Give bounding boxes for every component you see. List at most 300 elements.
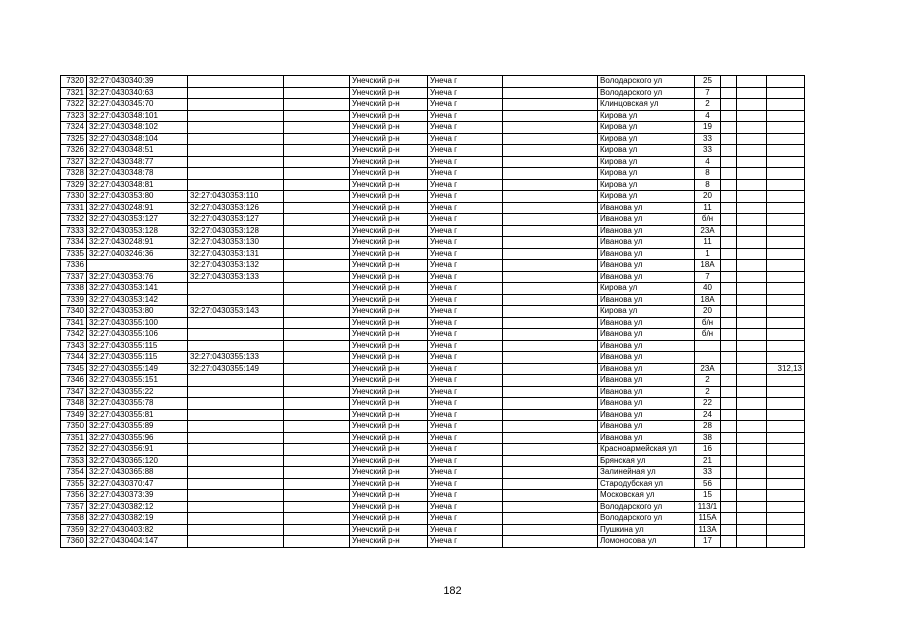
area-cell: [767, 421, 805, 433]
empty-cell: [284, 294, 350, 306]
empty-cell: [503, 409, 598, 421]
empty-cell: [737, 306, 767, 318]
row-number-cell: 7329: [61, 179, 87, 191]
area-cell: [767, 76, 805, 88]
linked-cadastral-number-cell: [188, 513, 284, 525]
table-row: [61, 490, 805, 502]
table-row: [61, 513, 805, 525]
cadastral-number-cell: 32:27:0430365:120: [87, 455, 188, 467]
cadastral-number-cell: 32:27:0430355:149: [87, 363, 188, 375]
house-number-cell: 19: [695, 122, 721, 134]
empty-cell: [721, 432, 737, 444]
street-cell: Кирова ул: [598, 283, 695, 295]
empty-cell: [737, 248, 767, 260]
table-row: [61, 363, 805, 375]
empty-cell: [721, 306, 737, 318]
empty-cell: [503, 156, 598, 168]
row-number-cell: 7322: [61, 99, 87, 111]
city-cell: Унеча г: [428, 375, 503, 387]
cadastral-number-cell: 32:27:0430248:91: [87, 237, 188, 249]
linked-cadastral-number-cell: [188, 329, 284, 341]
area-cell: [767, 444, 805, 456]
empty-cell: [721, 524, 737, 536]
table-row: [61, 87, 805, 99]
linked-cadastral-number-cell: 32:27:0430353:126: [188, 202, 284, 214]
table-row: [61, 248, 805, 260]
row-number-cell: 7330: [61, 191, 87, 203]
cadastral-number-cell: 32:27:0430355:115: [87, 352, 188, 364]
district-cell: Унечский р-н: [350, 156, 428, 168]
street-cell: Иванова ул: [598, 271, 695, 283]
empty-cell: [737, 317, 767, 329]
area-cell: [767, 87, 805, 99]
linked-cadastral-number-cell: 32:27:0430353:130: [188, 237, 284, 249]
empty-cell: [503, 260, 598, 272]
linked-cadastral-number-cell: [188, 87, 284, 99]
area-cell: [767, 179, 805, 191]
empty-cell: [737, 513, 767, 525]
linked-cadastral-number-cell: [188, 409, 284, 421]
area-cell: [767, 225, 805, 237]
table-row: [61, 191, 805, 203]
empty-cell: [284, 398, 350, 410]
row-number-cell: 7327: [61, 156, 87, 168]
city-cell: Унеча г: [428, 271, 503, 283]
street-cell: Володарского ул: [598, 501, 695, 513]
city-cell: Унеча г: [428, 478, 503, 490]
empty-cell: [503, 248, 598, 260]
house-number-cell: 17: [695, 536, 721, 548]
district-cell: Унечский р-н: [350, 214, 428, 226]
table-row: [61, 214, 805, 226]
empty-cell: [284, 467, 350, 479]
empty-cell: [503, 271, 598, 283]
empty-cell: [721, 191, 737, 203]
street-cell: Иванова ул: [598, 260, 695, 272]
linked-cadastral-number-cell: 32:27:0430353:132: [188, 260, 284, 272]
house-number-cell: 40: [695, 283, 721, 295]
empty-cell: [721, 87, 737, 99]
cadastral-number-cell: 32:27:0403246:36: [87, 248, 188, 260]
empty-cell: [503, 536, 598, 548]
street-cell: Иванова ул: [598, 352, 695, 364]
cadastral-number-cell: 32:27:0430340:63: [87, 87, 188, 99]
table-row: [61, 202, 805, 214]
registry-table: [60, 75, 805, 548]
area-cell: [767, 248, 805, 260]
district-cell: Унечский р-н: [350, 179, 428, 191]
linked-cadastral-number-cell: [188, 168, 284, 180]
empty-cell: [284, 352, 350, 364]
cadastral-number-cell: 32:27:0430353:76: [87, 271, 188, 283]
street-cell: Иванова ул: [598, 317, 695, 329]
empty-cell: [721, 444, 737, 456]
district-cell: Унечский р-н: [350, 467, 428, 479]
district-cell: Унечский р-н: [350, 524, 428, 536]
empty-cell: [503, 478, 598, 490]
street-cell: Кирова ул: [598, 191, 695, 203]
street-cell: Иванова ул: [598, 363, 695, 375]
empty-cell: [721, 375, 737, 387]
empty-cell: [503, 179, 598, 191]
area-cell: [767, 122, 805, 134]
area-cell: [767, 524, 805, 536]
city-cell: Унеча г: [428, 122, 503, 134]
table-row: [61, 145, 805, 157]
city-cell: Унеча г: [428, 340, 503, 352]
cadastral-number-cell: 32:27:0430355:96: [87, 432, 188, 444]
street-cell: Иванова ул: [598, 225, 695, 237]
empty-cell: [737, 99, 767, 111]
empty-cell: [737, 501, 767, 513]
street-cell: Стародубская ул: [598, 478, 695, 490]
row-number-cell: 7357: [61, 501, 87, 513]
table-row: [61, 294, 805, 306]
house-number-cell: 4: [695, 156, 721, 168]
area-cell: [767, 317, 805, 329]
house-number-cell: 20: [695, 306, 721, 318]
house-number-cell: 33: [695, 133, 721, 145]
street-cell: Кирова ул: [598, 110, 695, 122]
city-cell: Унеча г: [428, 329, 503, 341]
city-cell: Унеча г: [428, 386, 503, 398]
house-number-cell: 8: [695, 168, 721, 180]
cadastral-number-cell: 32:27:0430353:128: [87, 225, 188, 237]
house-number-cell: 1: [695, 248, 721, 260]
area-cell: [767, 271, 805, 283]
empty-cell: [737, 329, 767, 341]
empty-cell: [721, 271, 737, 283]
house-number-cell: 20: [695, 191, 721, 203]
table-row: [61, 306, 805, 318]
linked-cadastral-number-cell: 32:27:0430355:133: [188, 352, 284, 364]
empty-cell: [737, 260, 767, 272]
table-row: [61, 329, 805, 341]
empty-cell: [721, 409, 737, 421]
city-cell: Унеча г: [428, 87, 503, 99]
area-cell: [767, 202, 805, 214]
linked-cadastral-number-cell: [188, 110, 284, 122]
row-number-cell: 7339: [61, 294, 87, 306]
cadastral-number-cell: 32:27:0430348:102: [87, 122, 188, 134]
empty-cell: [503, 329, 598, 341]
district-cell: Унечский р-н: [350, 455, 428, 467]
district-cell: Унечский р-н: [350, 283, 428, 295]
empty-cell: [737, 214, 767, 226]
district-cell: Унечский р-н: [350, 271, 428, 283]
linked-cadastral-number-cell: [188, 455, 284, 467]
empty-cell: [737, 490, 767, 502]
cadastral-number-cell: 32:27:0430348:81: [87, 179, 188, 191]
empty-cell: [284, 490, 350, 502]
empty-cell: [503, 76, 598, 88]
street-cell: Володарского ул: [598, 87, 695, 99]
house-number-cell: [695, 352, 721, 364]
city-cell: Унеча г: [428, 191, 503, 203]
area-cell: [767, 329, 805, 341]
street-cell: Иванова ул: [598, 421, 695, 433]
empty-cell: [737, 536, 767, 548]
table-row: [61, 271, 805, 283]
house-number-cell: [695, 340, 721, 352]
district-cell: Унечский р-н: [350, 478, 428, 490]
empty-cell: [284, 271, 350, 283]
table-row: [61, 156, 805, 168]
empty-cell: [503, 191, 598, 203]
table-row: [61, 524, 805, 536]
empty-cell: [737, 294, 767, 306]
empty-cell: [737, 110, 767, 122]
empty-cell: [503, 202, 598, 214]
city-cell: Унеча г: [428, 225, 503, 237]
city-cell: Унеча г: [428, 99, 503, 111]
empty-cell: [503, 432, 598, 444]
empty-cell: [284, 87, 350, 99]
table-row: [61, 340, 805, 352]
cadastral-number-cell: 32:27:0430353:80: [87, 306, 188, 318]
district-cell: Унечский р-н: [350, 260, 428, 272]
cadastral-number-cell: 32:27:0430348:78: [87, 168, 188, 180]
empty-cell: [503, 237, 598, 249]
cadastral-number-cell: 32:27:0430404:147: [87, 536, 188, 548]
area-cell: [767, 340, 805, 352]
row-number-cell: 7326: [61, 145, 87, 157]
empty-cell: [503, 455, 598, 467]
table-row: [61, 409, 805, 421]
house-number-cell: б/н: [695, 317, 721, 329]
district-cell: Унечский р-н: [350, 294, 428, 306]
empty-cell: [721, 76, 737, 88]
empty-cell: [721, 490, 737, 502]
city-cell: Унеча г: [428, 409, 503, 421]
empty-cell: [284, 133, 350, 145]
empty-cell: [503, 501, 598, 513]
table-row: [61, 76, 805, 88]
house-number-cell: 18А: [695, 294, 721, 306]
row-number-cell: 7336: [61, 260, 87, 272]
empty-cell: [503, 306, 598, 318]
empty-cell: [737, 156, 767, 168]
street-cell: Володарского ул: [598, 513, 695, 525]
row-number-cell: 7324: [61, 122, 87, 134]
row-number-cell: 7323: [61, 110, 87, 122]
linked-cadastral-number-cell: 32:27:0430353:128: [188, 225, 284, 237]
linked-cadastral-number-cell: [188, 145, 284, 157]
empty-cell: [503, 214, 598, 226]
street-cell: Иванова ул: [598, 409, 695, 421]
city-cell: Унеча г: [428, 306, 503, 318]
row-number-cell: 7356: [61, 490, 87, 502]
empty-cell: [284, 536, 350, 548]
row-number-cell: 7335: [61, 248, 87, 260]
row-number-cell: 7348: [61, 398, 87, 410]
city-cell: Унеча г: [428, 76, 503, 88]
empty-cell: [284, 340, 350, 352]
city-cell: Унеча г: [428, 317, 503, 329]
street-cell: Кирова ул: [598, 168, 695, 180]
house-number-cell: 2: [695, 99, 721, 111]
linked-cadastral-number-cell: 32:27:0430353:133: [188, 271, 284, 283]
district-cell: Унечский р-н: [350, 490, 428, 502]
row-number-cell: 7352: [61, 444, 87, 456]
street-cell: Иванова ул: [598, 432, 695, 444]
empty-cell: [503, 99, 598, 111]
empty-cell: [737, 179, 767, 191]
city-cell: Унеча г: [428, 524, 503, 536]
street-cell: Кирова ул: [598, 306, 695, 318]
empty-cell: [721, 156, 737, 168]
empty-cell: [737, 191, 767, 203]
empty-cell: [721, 363, 737, 375]
linked-cadastral-number-cell: 32:27:0430353:131: [188, 248, 284, 260]
empty-cell: [737, 409, 767, 421]
district-cell: Унечский р-н: [350, 133, 428, 145]
row-number-cell: 7321: [61, 87, 87, 99]
linked-cadastral-number-cell: [188, 432, 284, 444]
empty-cell: [284, 513, 350, 525]
area-cell: [767, 536, 805, 548]
linked-cadastral-number-cell: [188, 421, 284, 433]
street-cell: Пушкина ул: [598, 524, 695, 536]
house-number-cell: 38: [695, 432, 721, 444]
cadastral-number-cell: 32:27:0430355:78: [87, 398, 188, 410]
area-cell: [767, 432, 805, 444]
city-cell: Унеча г: [428, 237, 503, 249]
row-number-cell: 7332: [61, 214, 87, 226]
district-cell: Унечский р-н: [350, 306, 428, 318]
empty-cell: [737, 386, 767, 398]
linked-cadastral-number-cell: [188, 122, 284, 134]
cadastral-number-cell: 32:27:0430353:80: [87, 191, 188, 203]
row-number-cell: 7341: [61, 317, 87, 329]
area-cell: [767, 352, 805, 364]
house-number-cell: б/н: [695, 214, 721, 226]
area-cell: [767, 156, 805, 168]
table-row: [61, 444, 805, 456]
area-cell: [767, 237, 805, 249]
empty-cell: [284, 524, 350, 536]
street-cell: Иванова ул: [598, 329, 695, 341]
empty-cell: [721, 513, 737, 525]
house-number-cell: 23А: [695, 363, 721, 375]
linked-cadastral-number-cell: [188, 478, 284, 490]
street-cell: Кирова ул: [598, 179, 695, 191]
linked-cadastral-number-cell: [188, 133, 284, 145]
linked-cadastral-number-cell: [188, 375, 284, 387]
area-cell: [767, 99, 805, 111]
row-number-cell: 7344: [61, 352, 87, 364]
district-cell: Унечский р-н: [350, 501, 428, 513]
city-cell: Унеча г: [428, 168, 503, 180]
linked-cadastral-number-cell: [188, 283, 284, 295]
empty-cell: [737, 455, 767, 467]
cadastral-number-cell: 32:27:0430353:141: [87, 283, 188, 295]
empty-cell: [721, 202, 737, 214]
area-cell: [767, 409, 805, 421]
empty-cell: [721, 340, 737, 352]
row-number-cell: 7320: [61, 76, 87, 88]
empty-cell: [721, 110, 737, 122]
empty-cell: [737, 271, 767, 283]
district-cell: Унечский р-н: [350, 386, 428, 398]
row-number-cell: 7346: [61, 375, 87, 387]
street-cell: Иванова ул: [598, 202, 695, 214]
empty-cell: [721, 455, 737, 467]
district-cell: Унечский р-н: [350, 421, 428, 433]
cadastral-number-cell: 32:27:0430353:127: [87, 214, 188, 226]
area-cell: 312,13: [767, 363, 805, 375]
empty-cell: [737, 432, 767, 444]
empty-cell: [284, 179, 350, 191]
city-cell: Унеча г: [428, 444, 503, 456]
empty-cell: [284, 455, 350, 467]
house-number-cell: 15: [695, 490, 721, 502]
house-number-cell: 23А: [695, 225, 721, 237]
table-row: [61, 237, 805, 249]
cadastral-number-cell: 32:27:0430355:100: [87, 317, 188, 329]
city-cell: Унеча г: [428, 133, 503, 145]
linked-cadastral-number-cell: [188, 340, 284, 352]
row-number-cell: 7349: [61, 409, 87, 421]
district-cell: Унечский р-н: [350, 329, 428, 341]
row-number-cell: 7355: [61, 478, 87, 490]
area-cell: [767, 191, 805, 203]
house-number-cell: 22: [695, 398, 721, 410]
street-cell: Залинейная ул: [598, 467, 695, 479]
district-cell: Унечский р-н: [350, 110, 428, 122]
city-cell: Унеча г: [428, 536, 503, 548]
page-number: 182: [443, 585, 462, 597]
empty-cell: [721, 133, 737, 145]
house-number-cell: 11: [695, 237, 721, 249]
district-cell: Унечский р-н: [350, 248, 428, 260]
table-row: [61, 110, 805, 122]
house-number-cell: 18А: [695, 260, 721, 272]
row-number-cell: 7337: [61, 271, 87, 283]
row-number-cell: 7334: [61, 237, 87, 249]
street-cell: Иванова ул: [598, 375, 695, 387]
empty-cell: [721, 386, 737, 398]
empty-cell: [737, 76, 767, 88]
house-number-cell: 115А: [695, 513, 721, 525]
cadastral-number-cell: [87, 260, 188, 272]
house-number-cell: 2: [695, 375, 721, 387]
table-row: [61, 283, 805, 295]
district-cell: Унечский р-н: [350, 363, 428, 375]
street-cell: Красноармейская ул: [598, 444, 695, 456]
city-cell: Унеча г: [428, 214, 503, 226]
cadastral-number-cell: 32:27:0430340:39: [87, 76, 188, 88]
city-cell: Унеча г: [428, 145, 503, 157]
district-cell: Унечский р-н: [350, 191, 428, 203]
district-cell: Унечский р-н: [350, 168, 428, 180]
house-number-cell: 21: [695, 455, 721, 467]
cadastral-number-cell: 32:27:0430348:104: [87, 133, 188, 145]
empty-cell: [503, 467, 598, 479]
linked-cadastral-number-cell: [188, 501, 284, 513]
area-cell: [767, 214, 805, 226]
table-row: [61, 501, 805, 513]
street-cell: Ломоносова ул: [598, 536, 695, 548]
empty-cell: [737, 467, 767, 479]
area-cell: [767, 501, 805, 513]
empty-cell: [284, 386, 350, 398]
empty-cell: [284, 317, 350, 329]
empty-cell: [503, 87, 598, 99]
area-cell: [767, 133, 805, 145]
empty-cell: [284, 432, 350, 444]
district-cell: Унечский р-н: [350, 340, 428, 352]
